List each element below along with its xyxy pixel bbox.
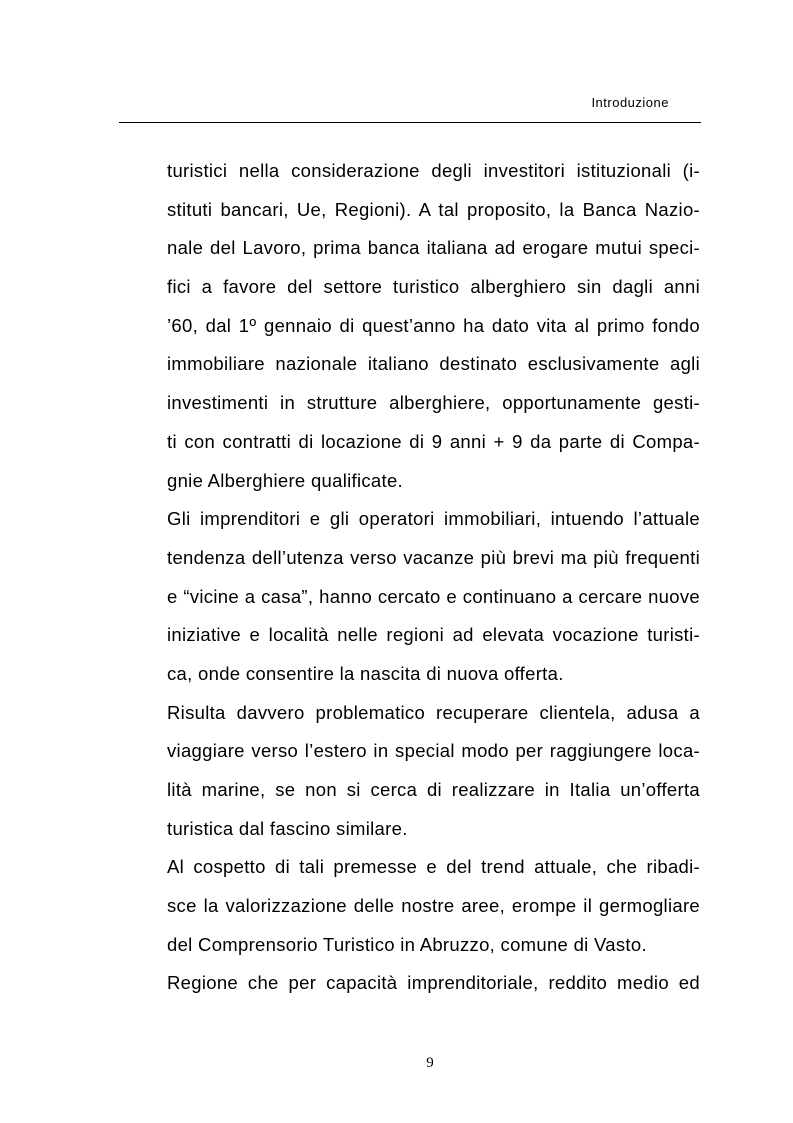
text-line: sce la valorizzazione delle nostre aree, erompe il germogliare [167,895,700,917]
text-line: nale del Lavoro, prima banca italiana ad erogare mutui speci- [167,237,700,259]
text-line: Risulta davvero problematico recuperare clientela, adusa a [167,701,700,723]
text-line: Regione che per capacità imprenditoriale, reddito medio ed [167,972,700,994]
text-line: turistici nella considerazione degli investitori istituzionali (i- [167,160,700,181]
text-line: lità marine, se non si cerca di realizzare in Italia un’offerta [167,779,700,800]
text-line: tendenza dell’utenza verso vacanze più brevi ma più frequenti [167,546,700,568]
text-line: e “vicine a casa”, hanno cercato e continuano a cercare nuove [167,585,700,607]
text-line: investimenti in strutture alberghiere, opportunamente gesti- [167,392,700,414]
text-line: del Comprensorio Turistico in Abruzzo, comune di Vasto. [167,933,647,955]
text-line: ca, onde consentire la nascita di nuova offerta. [167,662,564,684]
text-line: immobiliare nazionale italiano destinato esclusivamente agli [167,353,700,375]
text-line: Al cospetto di tali premesse e del trend attuale, che ribadi- [167,856,700,878]
text-line: turistica dal fascino similare. [167,817,408,839]
text-line: Gli imprenditori e gli operatori immobiliari, intuendo l’attuale [167,508,700,530]
text-line: gnie Alberghiere qualificate. [167,469,403,491]
running-header: Introduzione [591,95,669,110]
header-divider [119,122,701,123]
body-text [167,152,700,1003]
text-line: viaggiare verso l’estero in special modo per raggiungere loca- [167,740,700,762]
text-line: ’60, dal 1º gennaio di quest’anno ha dato vita al primo fondo [167,314,700,336]
text-line: fici a favore del settore turistico alberghiero sin dagli anni [167,276,700,298]
text-line: ti con contratti di locazione di 9 anni + 9 da parte di Compa- [167,430,700,452]
text-line: iniziative e località nelle regioni ad elevata vocazione turisti- [167,624,700,646]
text-line: stituti bancari, Ue, Regioni). A tal proposito, la Banca Nazio- [167,198,700,220]
page-number: 9 [426,1055,434,1071]
